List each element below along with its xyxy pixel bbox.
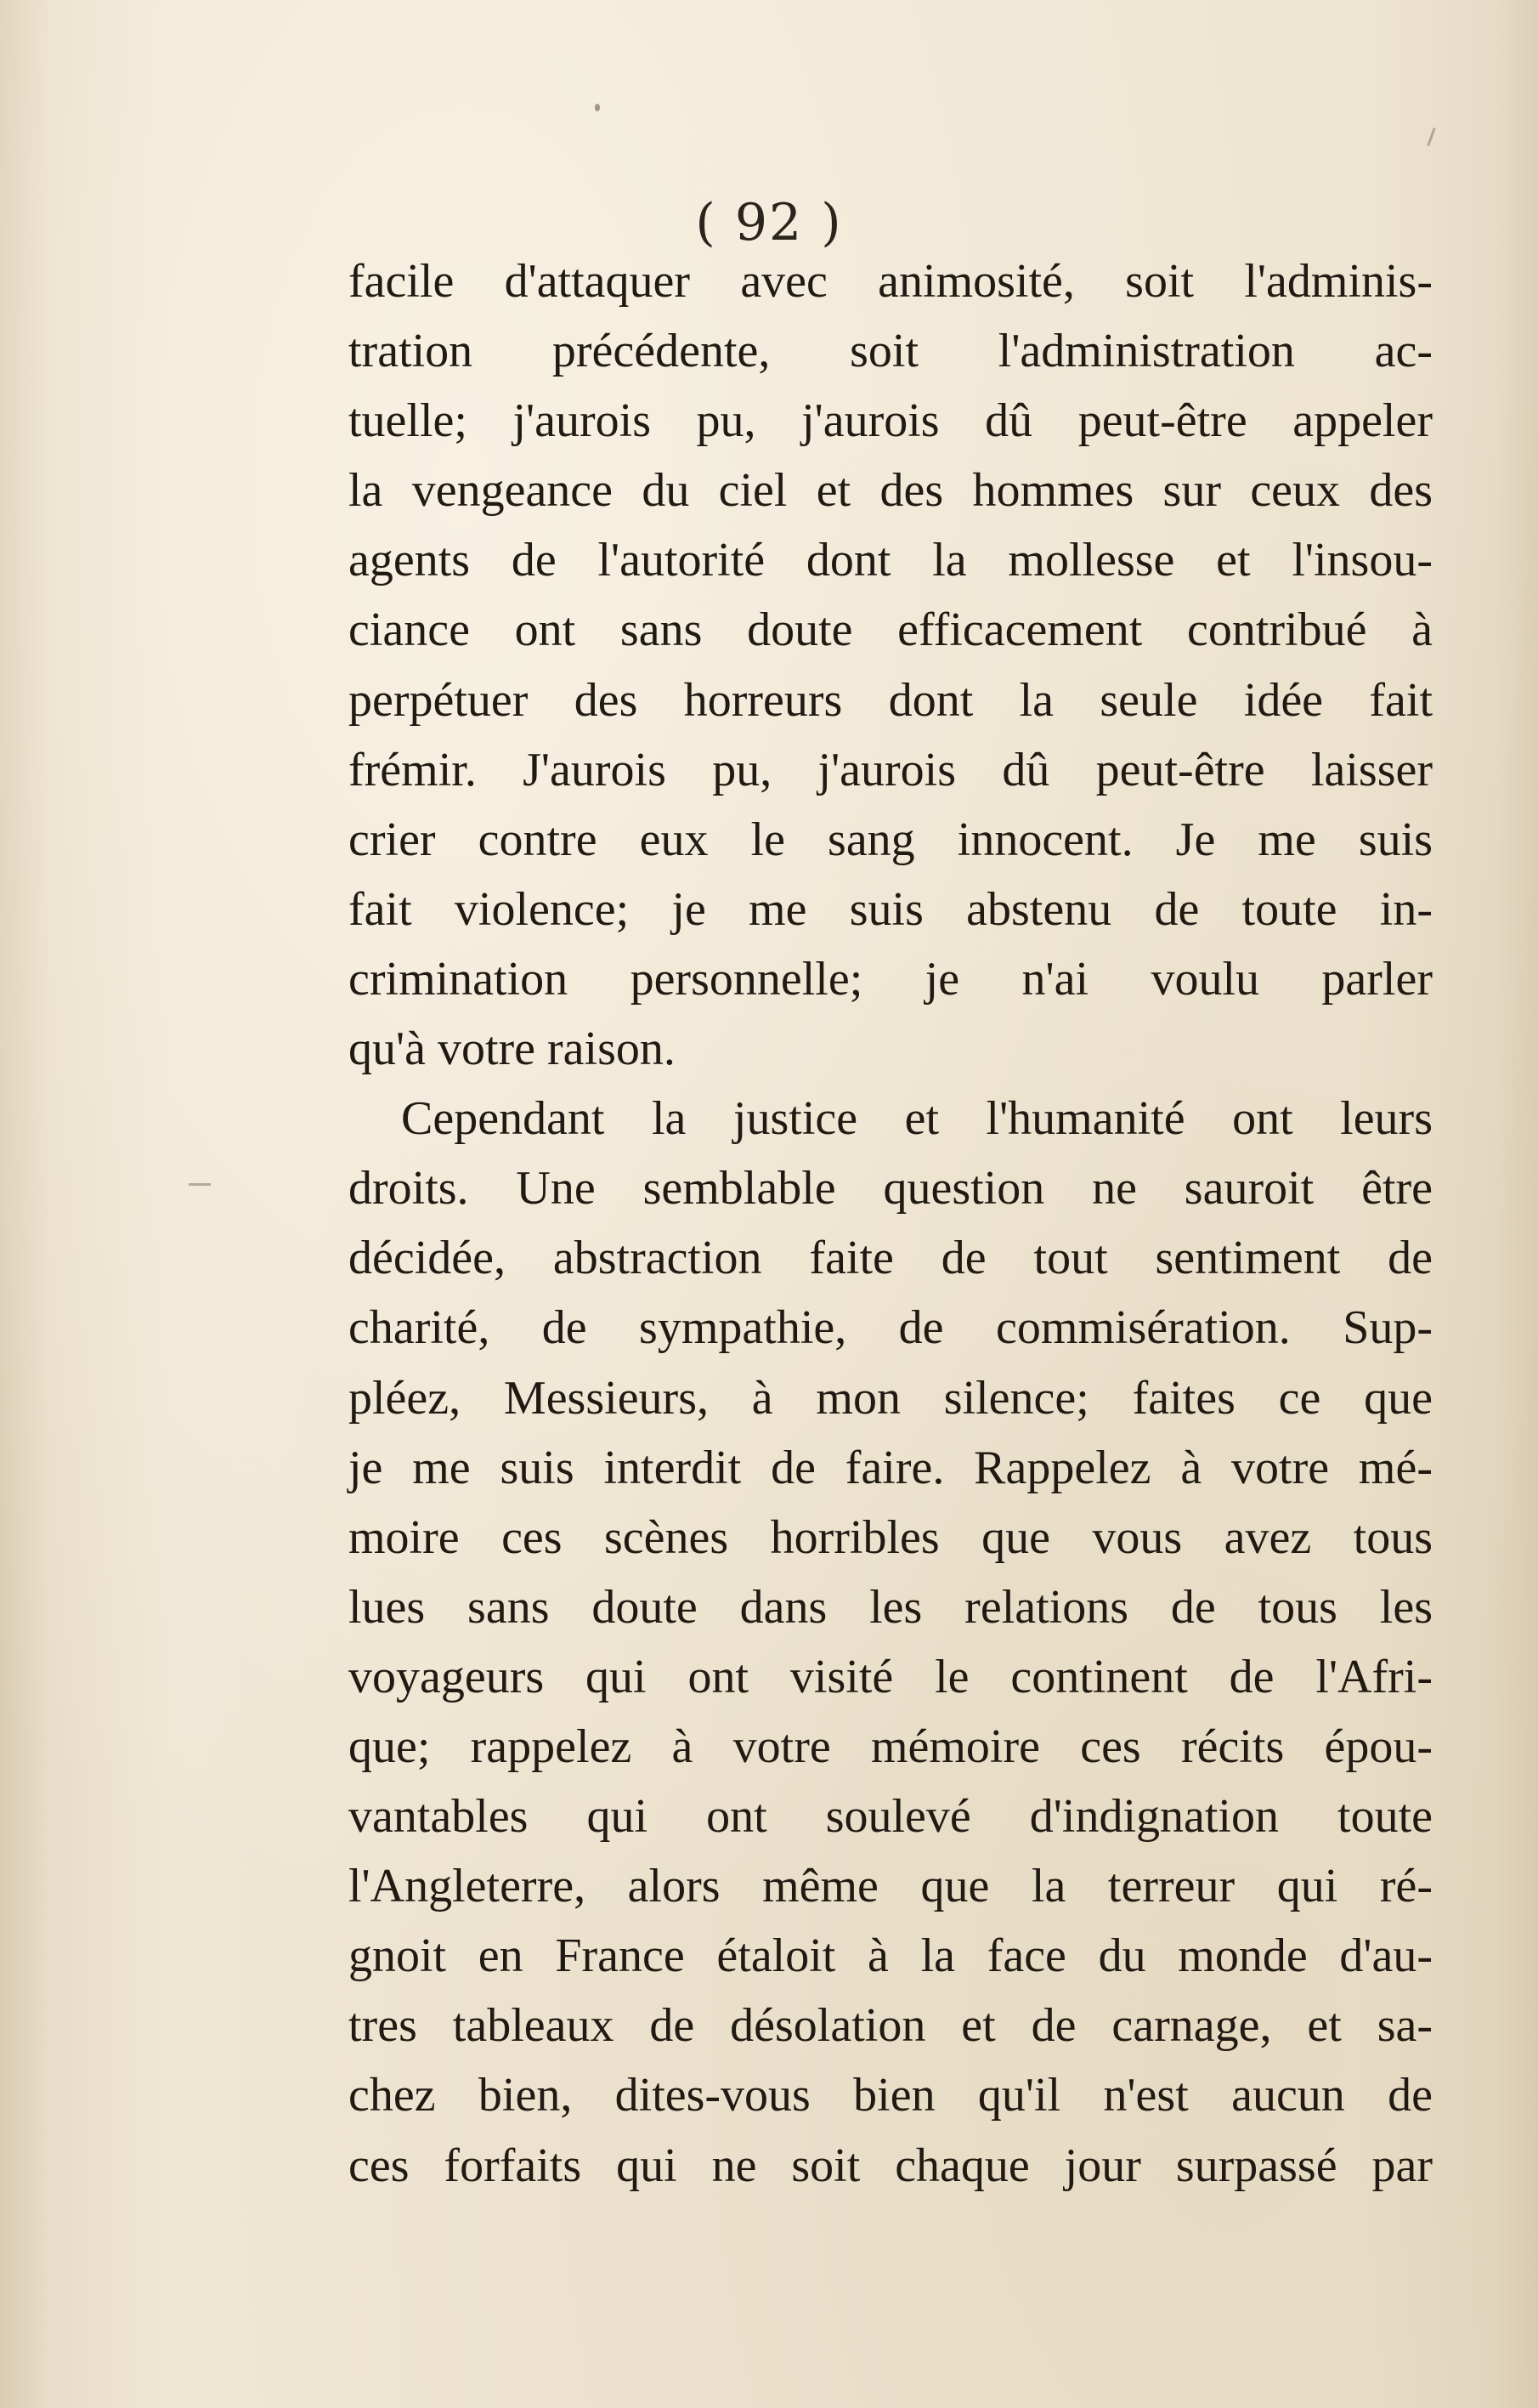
body-text [348, 246, 1433, 2201]
text-line: ces forfaits qui ne soit chaque jour surpassé par [348, 2139, 1433, 2192]
text-line: lues sans doute dans les relations de tous les [348, 1580, 1433, 1634]
text-line: que; rappelez à votre mémoire ces récits épou- [348, 1720, 1433, 1773]
text-line: la vengeance du ciel et des hommes sur ceux des [348, 464, 1433, 518]
paragraph-1 [348, 246, 1433, 1084]
text-line: tres tableaux de désolation et de carnage, et sa- [348, 1999, 1433, 2053]
text-line: moire ces scènes horribles que vous avez tous [348, 1510, 1433, 1564]
text-line: pléez, Messieurs, à mon silence; faites ce que [348, 1371, 1433, 1425]
text-line: qu'à votre raison. [348, 1023, 676, 1076]
margin-mark [189, 1183, 211, 1186]
text-line: droits. Une semblable question ne sauroit être [348, 1162, 1433, 1215]
paragraph-2 [348, 1084, 1433, 2201]
text-line: ciance ont sans doute efficacement contribué à [348, 603, 1433, 657]
text-line: tration précédente, soit l'administration ac- [348, 325, 1433, 378]
text-line: Cependant la justice et l'humanité ont leurs [401, 1092, 1433, 1146]
text-line: crimination personnelle; je n'ai voulu parler [348, 952, 1433, 1006]
text-line: chez bien, dites-vous bien qu'il n'est aucun de [348, 2069, 1433, 2122]
text-line: frémir. J'aurois pu, j'aurois dû peut-être laisser [348, 743, 1433, 796]
paper-speck [595, 104, 600, 111]
text-line: décidée, abstraction faite de tout sentiment de [348, 1232, 1433, 1285]
text-line: charité, de sympathie, de commisération. Sup- [348, 1301, 1433, 1355]
paper-mark [1427, 127, 1435, 146]
text-line: perpétuer des horreurs dont la seule idée fait [348, 673, 1433, 727]
text-line: vantables qui ont soulevé d'indignation toute [348, 1790, 1433, 1844]
text-line: l'Angleterre, alors même que la terreur qui ré- [348, 1860, 1433, 1913]
text-line: tuelle; j'aurois pu, j'aurois dû peut-être appeler [348, 394, 1433, 448]
text-line: crier contre eux le sang innocent. Je me suis [348, 813, 1433, 866]
text-line: gnoit en France étaloit à la face du monde d'au- [348, 1929, 1433, 1983]
text-line: facile d'attaquer avec animosité, soit l'adminis- [348, 255, 1433, 308]
text-line: voyageurs qui ont visité le continent de l'Afri- [348, 1650, 1433, 1703]
text-line: agents de l'autorité dont la mollesse et l'insou- [348, 534, 1433, 587]
page-number: ( 92 ) [695, 193, 843, 252]
text-line: je me suis interdit de faire. Rappelez à votre mé- [348, 1441, 1433, 1494]
text-line: fait violence; je me suis abstenu de toute in- [348, 882, 1433, 936]
